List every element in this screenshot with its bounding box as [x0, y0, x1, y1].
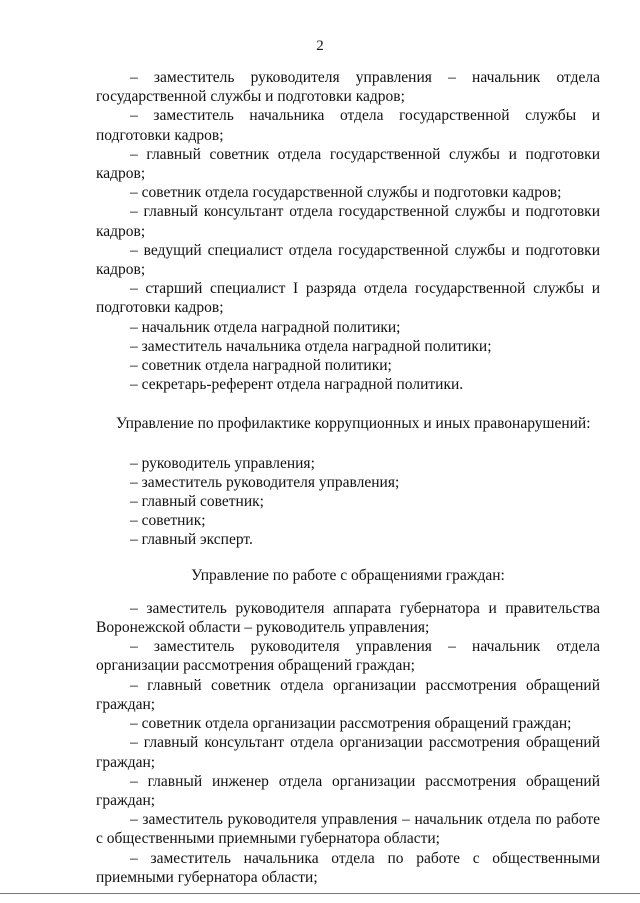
list-item: – заместитель руководителя управления – начальник отдела по работе с общественными приемными губернатора области; — [96, 811, 600, 848]
list-item: – секретарь-референт отдела наградной политики. — [130, 376, 464, 394]
list-item: – начальник отдела наградной политики; — [130, 318, 401, 336]
list-item: – руководитель управления; — [130, 454, 315, 472]
list-item: – главный советник отдела организации рассмотрения обращений граждан; — [96, 676, 600, 713]
list-item: – заместитель руководителя управления; — [130, 473, 400, 491]
list-item: – заместитель руководителя аппарата губернатора и правительства Воронежской области – руководитель управления; — [96, 599, 600, 637]
section-heading-appeals: Управление по работе с обращениями граждан: — [191, 566, 505, 584]
appeals-list — [96, 599, 600, 887]
list-item: – главный консультант отдела государственной службы и подготовки кадров; — [96, 203, 600, 240]
list-item: – главный консультант отдела организации рассмотрения обращений граждан; — [96, 734, 600, 771]
list-item: – советник отдела государственной службы и подготовки кадров; — [130, 184, 562, 202]
list-item: – главный советник; — [130, 493, 264, 511]
corruption-list — [96, 454, 600, 550]
list-item: – заместитель начальника отдела наградной политики; — [130, 337, 492, 355]
list-item: – советник; — [130, 512, 206, 530]
list-item: – главный эксперт. — [130, 531, 253, 549]
list-item: – советник отдела наградной политики; — [130, 357, 392, 375]
list-item: – заместитель руководителя управления – начальник отдела организации рассмотрения обращений граждан; — [96, 638, 600, 675]
list-item: – главный инженер отдела организации рассмотрения обращений граждан; — [96, 772, 600, 809]
list-item: – главный советник отдела государственной службы и подготовки кадров; — [96, 145, 600, 183]
gov-service-list — [96, 68, 600, 394]
section-heading-corruption: Управление по профилактике коррупционных и иных правонарушений: — [116, 415, 591, 433]
page-number: 2 — [316, 38, 324, 54]
page-bottom-edge — [0, 893, 640, 894]
list-item: – заместитель начальника отдела по работе с общественными приемными губернатора области; — [96, 849, 600, 886]
list-item: – советник отдела организации рассмотрения обращений граждан; — [130, 715, 572, 733]
document-body — [96, 68, 600, 887]
list-item: – заместитель начальника отдела государственной службы и подготовки кадров; — [96, 107, 600, 144]
list-item: – ведущий специалист отдела государственной службы и подготовки кадров; — [96, 241, 600, 279]
list-item: – старший специалист I разряда отдела государственной службы и подготовки кадров; — [96, 280, 600, 317]
list-item: – заместитель руководителя управления – начальник отдела государственной службы и подготовки кадров; — [96, 69, 600, 106]
